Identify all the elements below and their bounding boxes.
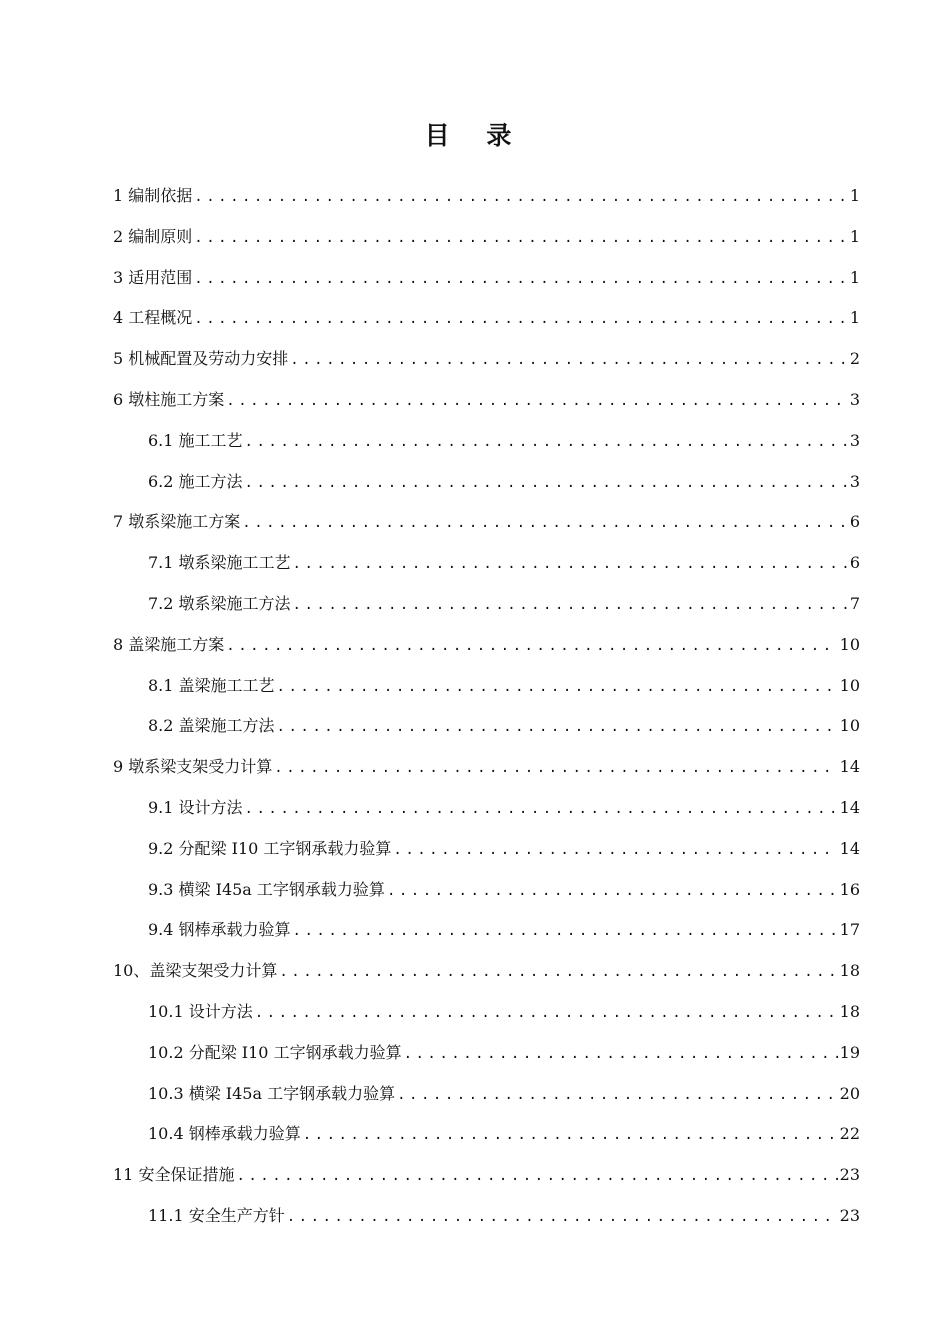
toc-entry[interactable] (113, 1033, 860, 1074)
toc-dot-leader (242, 503, 848, 544)
toc-entry[interactable] (113, 870, 860, 911)
toc-entry[interactable] (113, 706, 860, 747)
toc-entry-label: 10.1 设计方法 (148, 1001, 253, 1021)
toc-dot-leader (194, 177, 848, 218)
toc-entry-page-number: 18 (839, 961, 860, 981)
toc-entry[interactable] (113, 217, 860, 258)
toc-entry[interactable] (113, 543, 860, 584)
toc-entry-label: 7.1 墩系梁施工工艺 (148, 553, 291, 573)
toc-entry[interactable] (113, 666, 860, 707)
toc-entry-label: 8.1 盖梁施工工艺 (148, 675, 275, 695)
toc-entry-label: 3 适用范围 (113, 267, 193, 287)
toc-dot-leader (397, 1075, 838, 1116)
toc-entry[interactable] (113, 788, 860, 829)
toc-dot-leader (226, 381, 848, 422)
toc-entry-page-number: 17 (839, 920, 860, 940)
toc-dot-leader (277, 707, 838, 748)
toc-entry[interactable] (113, 380, 860, 421)
toc-entry-label: 8.2 盖梁施工方法 (148, 716, 275, 736)
toc-dot-leader (279, 952, 837, 993)
toc-entry-page-number: 6 (849, 512, 860, 532)
toc-entry-page-number: 14 (839, 797, 860, 817)
toc-entry-label: 10.4 钢棒承载力验算 (148, 1124, 301, 1144)
toc-entry-page-number: 18 (839, 1001, 860, 1021)
toc-entry[interactable] (113, 258, 860, 299)
toc-dot-leader (387, 871, 838, 912)
toc-dot-leader (255, 993, 838, 1034)
toc-entry-page-number: 23 (839, 1165, 860, 1185)
toc-entry[interactable] (113, 625, 860, 666)
toc-entry-label: 8 盖梁施工方案 (113, 634, 225, 654)
toc-dot-leader (274, 748, 837, 789)
toc-entry-page-number: 1 (849, 308, 860, 328)
toc-dot-leader (226, 626, 837, 667)
toc-entry-page-number: 23 (839, 1205, 860, 1225)
toc-entry[interactable] (113, 584, 860, 625)
toc-dot-leader (290, 340, 848, 381)
toc-entry[interactable] (113, 910, 860, 951)
toc-dot-leader (194, 259, 848, 300)
toc-entry-page-number: 1 (849, 267, 860, 287)
toc-dot-leader (293, 585, 848, 626)
toc-entry-page-number: 3 (849, 389, 860, 409)
toc-entry-label: 11.1 安全生产方针 (148, 1205, 285, 1225)
toc-entry[interactable] (113, 992, 860, 1033)
toc-entry-label: 9.3 横梁 I45a 工字钢承载力验算 (148, 879, 385, 899)
toc-entry-page-number: 3 (849, 430, 860, 450)
toc-entry-page-number: 19 (839, 1042, 860, 1062)
toc-entry-label: 10.2 分配梁 I10 工字钢承载力验算 (148, 1042, 402, 1062)
toc-dot-leader (194, 299, 848, 340)
toc-dot-leader (303, 1115, 838, 1156)
toc-entry-page-number: 10 (839, 634, 860, 654)
toc-dot-leader (245, 789, 838, 830)
toc-entry[interactable] (113, 462, 860, 503)
toc-entry-label: 11 安全保证措施 (113, 1165, 235, 1185)
toc-entry-label: 5 机械配置及劳动力安排 (113, 349, 289, 369)
toc-dot-leader (293, 911, 838, 952)
toc-entry-label: 7.2 墩系梁施工方法 (148, 593, 291, 613)
toc-entry-label: 7 墩系梁施工方案 (113, 512, 241, 532)
toc-entry-label: 9.1 设计方法 (148, 797, 243, 817)
toc-entry-label: 9.2 分配梁 I10 工字钢承载力验算 (148, 838, 392, 858)
toc-entry[interactable] (113, 951, 860, 992)
toc-dot-leader (194, 218, 848, 259)
toc-entry[interactable] (113, 176, 860, 217)
toc-entry-page-number: 3 (849, 471, 860, 491)
toc-entry-label: 9 墩系梁支架受力计算 (113, 757, 273, 777)
toc-dot-leader (236, 1156, 837, 1197)
toc-entry[interactable] (113, 502, 860, 543)
toc-dot-leader (287, 1197, 838, 1238)
toc-entry-page-number: 20 (839, 1083, 860, 1103)
toc-entry-label: 9.4 钢棒承载力验算 (148, 920, 291, 940)
toc-entry[interactable] (113, 1114, 860, 1155)
toc-entry[interactable] (113, 298, 860, 339)
toc-entry-page-number: 2 (849, 349, 860, 369)
toc-entry-page-number: 10 (839, 716, 860, 736)
toc-dot-leader (277, 667, 838, 708)
toc-entry-page-number: 1 (849, 186, 860, 205)
toc-entry-page-number: 14 (839, 757, 860, 777)
toc-dot-leader (245, 422, 848, 463)
toc-entry-label: 6.1 施工工艺 (148, 430, 243, 450)
toc-entry-label: 4 工程概况 (113, 308, 193, 328)
toc-entry-page-number: 6 (849, 553, 860, 573)
toc-entry-label: 10、盖梁支架受力计算 (113, 961, 278, 981)
toc-entry-page-number: 7 (849, 593, 860, 613)
toc-entry-label: 6 墩柱施工方案 (113, 389, 225, 409)
toc-entry-page-number: 1 (849, 226, 860, 246)
toc-entry-page-number: 14 (839, 838, 860, 858)
toc-entry[interactable] (113, 829, 860, 870)
toc-entry-label: 6.2 施工方法 (148, 471, 243, 491)
toc-dot-leader (393, 830, 837, 871)
toc-entry-label: 10.3 横梁 I45a 工字钢承载力验算 (148, 1083, 396, 1103)
toc-entry[interactable] (113, 1155, 860, 1196)
toc-entry-page-number: 22 (839, 1124, 860, 1144)
toc-entry[interactable] (113, 339, 860, 380)
toc-entry[interactable] (113, 1196, 860, 1237)
table-of-contents (113, 176, 860, 1237)
toc-dot-leader (293, 544, 848, 585)
toc-entry[interactable] (113, 421, 860, 462)
toc-dot-leader (245, 463, 848, 504)
toc-entry[interactable] (113, 747, 860, 788)
toc-entry[interactable] (113, 1074, 860, 1115)
toc-entry-label: 1 编制依据 (113, 186, 193, 205)
toc-entry-page-number: 16 (839, 879, 860, 899)
toc-entry-label: 2 编制原则 (113, 226, 193, 246)
toc-dot-leader (404, 1034, 838, 1075)
page-title: 目 录 (424, 121, 526, 150)
toc-entry-page-number: 10 (839, 675, 860, 695)
